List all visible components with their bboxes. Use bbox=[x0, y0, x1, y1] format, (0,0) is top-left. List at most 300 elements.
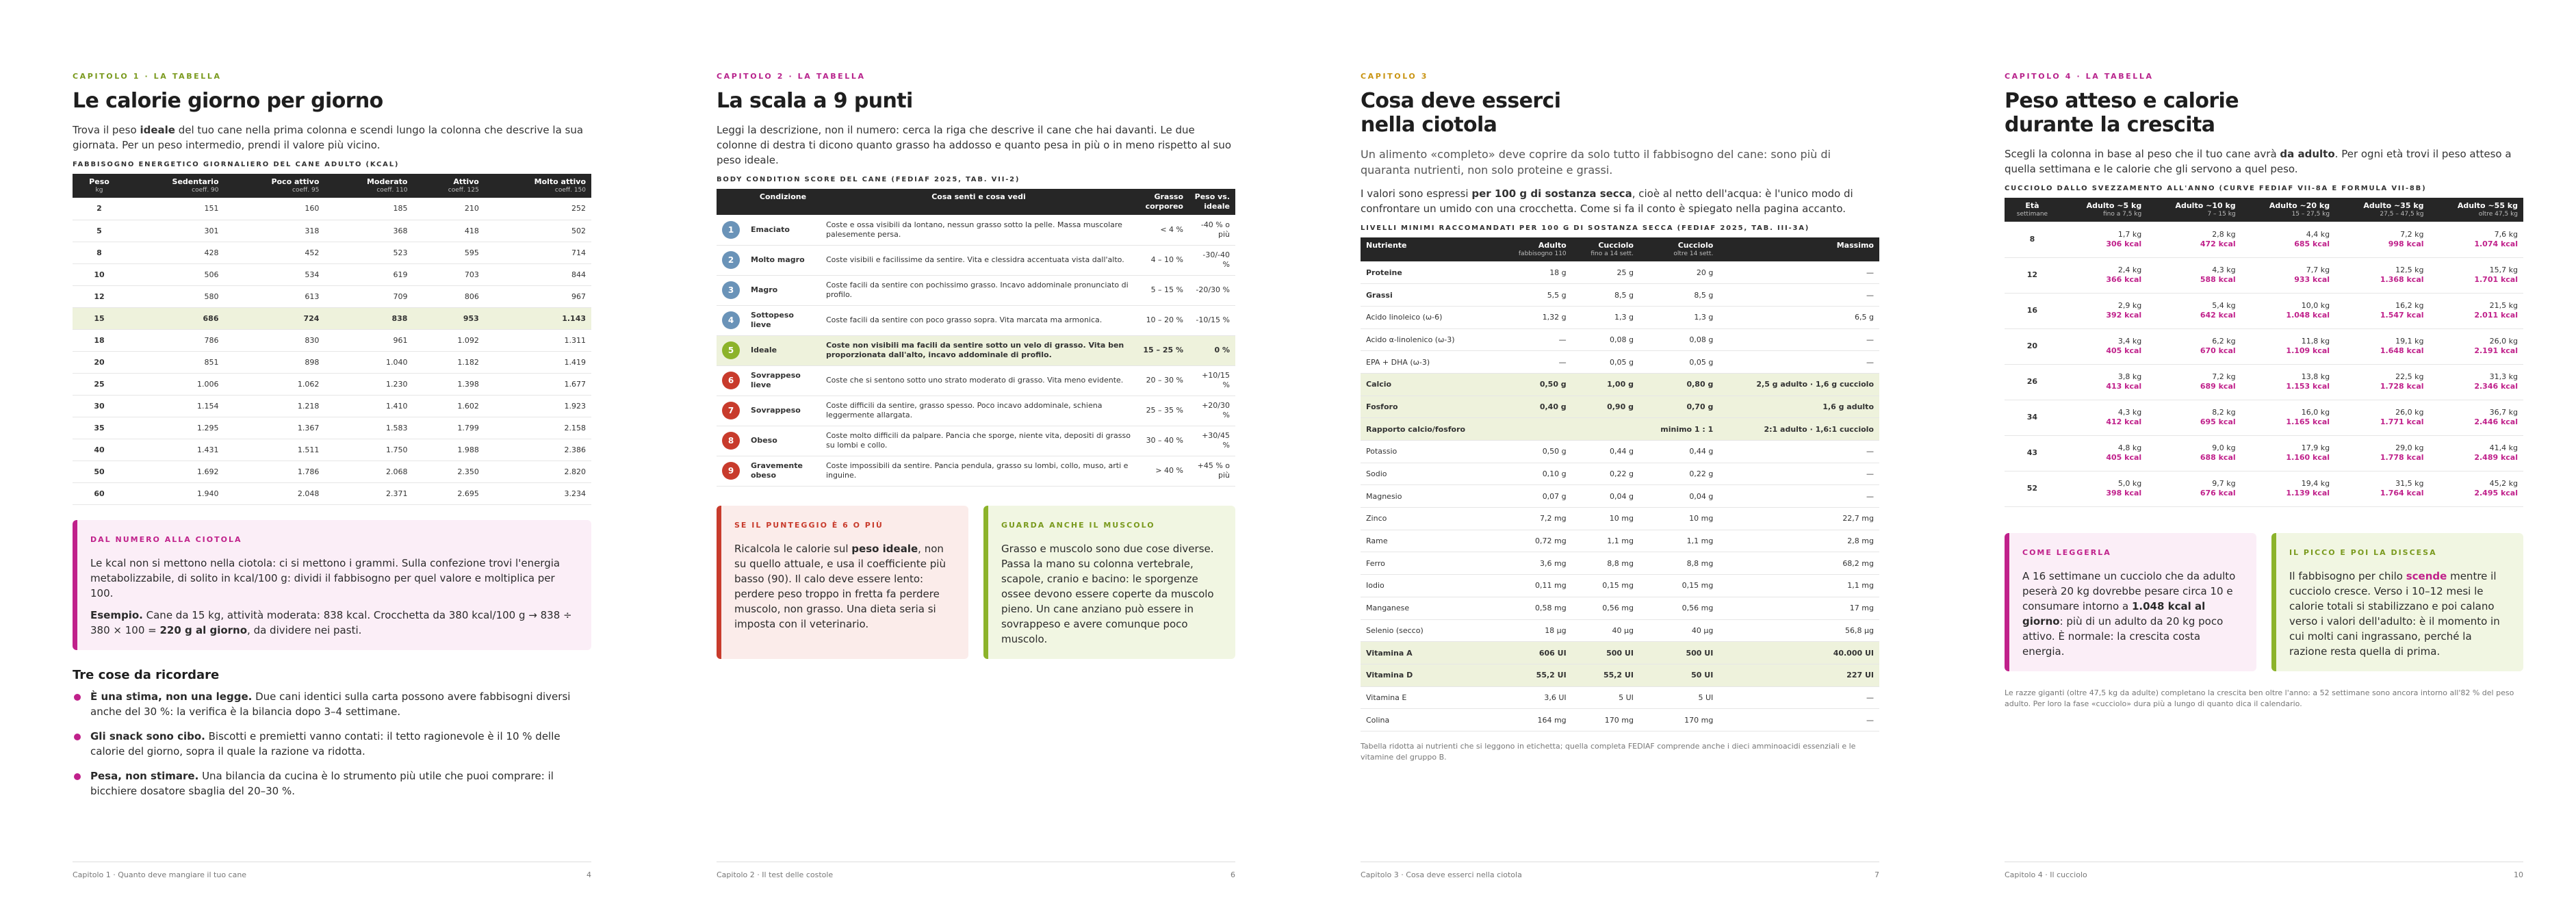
table-cell: 0,80 g bbox=[1639, 373, 1718, 396]
condition-cell: Gravemente obeso bbox=[745, 456, 821, 486]
fat-cell: 25 – 35 % bbox=[1137, 396, 1189, 426]
table-caption: CUCCIOLO DALLO SVEZZAMENTO ALL'ANNO (CURVE FEDIAF VII-8A E FORMULA VII-8B) bbox=[2005, 185, 2427, 192]
table-cell: 5,5 g bbox=[1498, 284, 1571, 307]
table-cell: — bbox=[1718, 709, 1879, 732]
box-example: Esempio. Cane da 15 kg, attività moderata: 838 kcal. Crocchetta da 380 kcal/100 g → 838 ÷ 380 × 100 = 220 g al giorno, da dividere nei pasti. bbox=[90, 608, 572, 636]
table-cell: Vitamina A bbox=[1361, 642, 1498, 664]
growth-cell bbox=[2241, 364, 2335, 400]
table-cell: 613 bbox=[224, 285, 325, 307]
column-header: Cucciolo oltre 14 sett. bbox=[1639, 237, 1718, 261]
table-cell: 3,6 UI bbox=[1498, 686, 1571, 709]
kcal-value: 472 kcal bbox=[2200, 239, 2236, 248]
weight-value: 16,0 kg bbox=[2301, 408, 2330, 417]
description-cell: Coste molto difficili da palpare. Pancia che sporge, niente vita, depositi di grasso su lombi e collo. bbox=[821, 426, 1137, 456]
table-cell: 8,8 mg bbox=[1639, 552, 1718, 575]
table-row bbox=[1361, 396, 1879, 418]
table-cell bbox=[1498, 418, 1571, 441]
growth-cell bbox=[2335, 435, 2429, 471]
page-footer: Capitolo 4 · Il cucciolo 10 bbox=[2005, 862, 2523, 879]
table-cell: 8,8 mg bbox=[1572, 552, 1639, 575]
table-cell: 0,56 mg bbox=[1639, 597, 1718, 619]
lead-paragraph-2: I valori sono espressi per 100 g di sostanza secca, cioè al netto dell'acqua: è l'unico modo di confrontare un umido con una crocchetta. Come si fa il conto è spiegato nella pagina accanto. bbox=[1361, 187, 1853, 215]
condition-cell: Emaciato bbox=[745, 215, 821, 245]
table-cell: 1.182 bbox=[413, 351, 484, 373]
fat-cell: 4 – 10 % bbox=[1137, 245, 1189, 275]
weight-cell: +45 % o più bbox=[1189, 456, 1235, 486]
column-header: Attivo coeff. 125 bbox=[413, 174, 484, 198]
weight-value: 7,7 kg bbox=[2306, 266, 2330, 274]
score-cell bbox=[717, 396, 745, 426]
table-cell: 500 UI bbox=[1572, 642, 1639, 664]
table-cell: 0,04 g bbox=[1572, 485, 1639, 508]
score-badge: 1 bbox=[722, 221, 740, 239]
table-cell: 686 bbox=[126, 307, 224, 329]
table-cell: 1.367 bbox=[224, 417, 325, 439]
table-cell: 1.677 bbox=[485, 373, 591, 395]
fat-cell: 15 – 25 % bbox=[1137, 335, 1189, 365]
list-title: Tre cose da ricordare bbox=[73, 667, 220, 682]
column-header: Adulto ~5 kg fino a 7,5 kg bbox=[2060, 198, 2147, 222]
description-cell: Coste che si sentono sotto uno strato moderato di grasso. Vita meno evidente. bbox=[821, 365, 1137, 396]
growth-cell bbox=[2241, 400, 2335, 435]
growth-cell bbox=[2060, 328, 2147, 364]
kcal-value: 1.648 kcal bbox=[2380, 346, 2424, 355]
table-cell: Acido linoleico (ω-6) bbox=[1361, 306, 1498, 328]
table-row bbox=[717, 245, 1235, 275]
list-item: È una stima, non una legge. Due cani identici sulla carta possono avere fabbisogni diversi anche del 30 %: la verifica è la bilancia dopo 3–4 settimane. bbox=[73, 689, 591, 719]
growth-cell bbox=[2335, 364, 2429, 400]
weight-cell: -40 % o più bbox=[1189, 215, 1235, 245]
table-cell: 1,1 mg bbox=[1718, 575, 1879, 597]
table-cell: 0,72 mg bbox=[1498, 530, 1571, 552]
page-title: Peso atteso e calorie durante la crescita bbox=[2005, 89, 2239, 137]
score-badge: 9 bbox=[722, 462, 740, 480]
column-header: Adulto ~35 kg 27,5 – 47,5 kg bbox=[2335, 198, 2429, 222]
table-cell: 15 bbox=[73, 307, 126, 329]
condition-cell: Magro bbox=[745, 275, 821, 305]
description-cell: Coste facili da sentire con poco grasso sopra. Vita marcata ma armonica. bbox=[821, 305, 1137, 335]
age-cell: 52 bbox=[2005, 471, 2060, 506]
kcal-value: 695 kcal bbox=[2200, 417, 2236, 426]
growth-cell bbox=[2060, 257, 2147, 293]
kcal-value: 306 kcal bbox=[2106, 239, 2142, 248]
kcal-value: 1.160 kcal bbox=[2286, 453, 2330, 462]
table-cell: 40.000 UI bbox=[1718, 642, 1879, 664]
table-row bbox=[1361, 530, 1879, 552]
table-cell: 368 bbox=[324, 220, 413, 242]
table-cell: 830 bbox=[224, 329, 325, 351]
table-row bbox=[1361, 261, 1879, 284]
table-cell: 1,3 g bbox=[1639, 306, 1718, 328]
score-cell bbox=[717, 305, 745, 335]
weight-value: 22,5 kg bbox=[2395, 372, 2424, 381]
table-row bbox=[717, 426, 1235, 456]
table-cell: 1.006 bbox=[126, 373, 224, 395]
weight-cell: 0 % bbox=[1189, 335, 1235, 365]
growth-cell bbox=[2147, 471, 2241, 506]
kcal-value: 676 kcal bbox=[2200, 489, 2236, 497]
column-header: Età settimane bbox=[2005, 198, 2060, 222]
table-cell: — bbox=[1498, 351, 1571, 374]
growth-cell bbox=[2060, 435, 2147, 471]
table-cell: 1,1 mg bbox=[1639, 530, 1718, 552]
info-box-score bbox=[717, 506, 968, 659]
table-cell: 1.311 bbox=[485, 329, 591, 351]
table-cell: 164 mg bbox=[1498, 709, 1571, 732]
condition-cell: Sottopeso lieve bbox=[745, 305, 821, 335]
table-cell: 1.583 bbox=[324, 417, 413, 439]
table-cell: 10 mg bbox=[1639, 508, 1718, 530]
table-cell: 844 bbox=[485, 263, 591, 285]
page-title: Le calorie giorno per giorno bbox=[73, 89, 383, 113]
table-cell: 0,05 g bbox=[1639, 351, 1718, 374]
table-cell: 5 UI bbox=[1639, 686, 1718, 709]
table-row bbox=[73, 373, 591, 395]
table-cell: Rapporto calcio/fosforo bbox=[1361, 418, 1498, 441]
growth-cell bbox=[2335, 222, 2429, 257]
column-header: Peso kg bbox=[73, 174, 126, 198]
table-cell: 252 bbox=[485, 198, 591, 220]
description-cell: Coste difficili da sentire, grasso spesso. Poco incavo addominale, schiena leggermente allargata. bbox=[821, 396, 1137, 426]
table-cell: 0,50 g bbox=[1498, 373, 1571, 396]
kcal-value: 405 kcal bbox=[2106, 453, 2142, 462]
table-caption: FABBISOGNO ENERGETICO GIORNALIERO DEL CANE ADULTO (KCAL) bbox=[73, 161, 400, 168]
box-text: Le kcal non si mettono nella ciotola: ci si mettono i grammi. Sulla confezione trovi l'energia metabolizzabile, di solito in kcal/100 g: dividi il fabbisogno per quel valore e moltiplica per 100. bbox=[90, 556, 561, 599]
table-row bbox=[2005, 435, 2523, 471]
table-row bbox=[1361, 508, 1879, 530]
table-cell: 0,10 g bbox=[1498, 463, 1571, 485]
table-cell: 1.218 bbox=[224, 395, 325, 417]
age-cell: 20 bbox=[2005, 328, 2060, 364]
table-cell: 724 bbox=[224, 307, 325, 329]
table-caption: BODY CONDITION SCORE DEL CANE (FEDIAF 2025, TAB. VII-2) bbox=[717, 176, 1020, 183]
column-header: Adulto ~10 kg 7 – 15 kg bbox=[2147, 198, 2241, 222]
kcal-value: 689 kcal bbox=[2200, 382, 2236, 391]
table-row bbox=[2005, 471, 2523, 506]
table-row bbox=[1361, 306, 1879, 328]
table-cell: Vitamina E bbox=[1361, 686, 1498, 709]
score-cell bbox=[717, 456, 745, 486]
table-row bbox=[73, 329, 591, 351]
box-title: DAL NUMERO ALLA CIOTOLA bbox=[90, 534, 242, 544]
weight-value: 12,5 kg bbox=[2395, 266, 2424, 274]
age-cell: 43 bbox=[2005, 435, 2060, 471]
kcal-value: 933 kcal bbox=[2294, 275, 2330, 284]
table-cell: Ferro bbox=[1361, 552, 1498, 575]
table-cell: 2.386 bbox=[485, 439, 591, 461]
table-cell: 2:1 adulto · 1,6:1 cucciolo bbox=[1718, 418, 1879, 441]
table-cell: 606 UI bbox=[1498, 642, 1571, 664]
kcal-value: 405 kcal bbox=[2106, 346, 2142, 355]
table-cell: 1.419 bbox=[485, 351, 591, 373]
score-cell bbox=[717, 426, 745, 456]
table-cell: 523 bbox=[324, 242, 413, 263]
kcal-value: 398 kcal bbox=[2106, 489, 2142, 497]
box-text: Grasso e muscolo sono due cose diverse. Passa la mano su colonna vertebrale, scapole, cranio e bacino: le sporgenze ossee devono essere coperte da muscolo pieno. Un cane anziano può essere in sovrappeso e avere comunque poco muscolo. bbox=[1001, 542, 1214, 645]
table-cell: Magnesio bbox=[1361, 485, 1498, 508]
condition-cell: Molto magro bbox=[745, 245, 821, 275]
table-cell: 0,90 g bbox=[1572, 396, 1639, 418]
table-caption: LIVELLI MINIMI RACCOMANDATI PER 100 G DI SOSTANZA SECCA (FEDIAF 2025, TAB. III-3A) bbox=[1361, 224, 1810, 232]
kcal-value: 1.368 kcal bbox=[2380, 275, 2424, 284]
weight-value: 2,8 kg bbox=[2212, 229, 2236, 239]
score-badge: 2 bbox=[722, 251, 740, 269]
description-cell: Coste e ossa visibili da lontano, nessun grasso sotto la pelle. Massa muscolare palesemente persa. bbox=[821, 215, 1137, 245]
table-cell: 151 bbox=[126, 198, 224, 220]
score-badge: 7 bbox=[722, 402, 740, 419]
table-cell: 2 bbox=[73, 198, 126, 220]
kcal-value: 1.074 kcal bbox=[2474, 239, 2518, 248]
table-cell: Sodio bbox=[1361, 463, 1498, 485]
kcal-value: 2.346 kcal bbox=[2474, 382, 2518, 391]
weight-value: 2,4 kg bbox=[2117, 266, 2142, 274]
table-cell bbox=[1572, 418, 1639, 441]
growth-cell bbox=[2430, 435, 2523, 471]
column-header: Sedentario coeff. 90 bbox=[126, 174, 224, 198]
table-cell: 1.692 bbox=[126, 461, 224, 482]
tips-list bbox=[73, 689, 591, 799]
weight-value: 15,7 kg bbox=[2489, 266, 2518, 274]
table-cell: 709 bbox=[324, 285, 413, 307]
column-header: Adulto ~55 kg oltre 47,5 kg bbox=[2430, 198, 2523, 222]
condition-cell: Sovrappeso lieve bbox=[745, 365, 821, 396]
table-cell: Potassio bbox=[1361, 441, 1498, 463]
table-cell: 3,6 mg bbox=[1498, 552, 1571, 575]
table-cell: 953 bbox=[413, 307, 484, 329]
table-row bbox=[1361, 463, 1879, 485]
table-cell: 619 bbox=[324, 263, 413, 285]
table-cell: Manganese bbox=[1361, 597, 1498, 619]
weight-cell: -10/15 % bbox=[1189, 305, 1235, 335]
table-cell: 806 bbox=[413, 285, 484, 307]
box-title: COME LEGGERLA bbox=[2022, 547, 2111, 557]
score-cell bbox=[717, 245, 745, 275]
table-cell: 1.230 bbox=[324, 373, 413, 395]
column-header: Adulto fabbisogno 110 bbox=[1498, 237, 1571, 261]
table-cell: 0,44 g bbox=[1572, 441, 1639, 463]
kcal-value: 412 kcal bbox=[2106, 417, 2142, 426]
table-cell: 0,08 g bbox=[1639, 328, 1718, 351]
table-cell: 1.511 bbox=[224, 439, 325, 461]
box-text: Il fabbisogno per chilo scende mentre il cucciolo cresce. Verso i 10–12 mesi le calorie totali si stabilizzano e poi calano verso i valori dell'adulto: è il momento in cui molti cani ingrassano, perché la razione resta quella di prima. bbox=[2289, 569, 2500, 658]
box-title: IL PICCO E POI LA DISCESA bbox=[2289, 547, 2437, 557]
table-cell: 580 bbox=[126, 285, 224, 307]
table-row bbox=[717, 275, 1235, 305]
table-cell: 20 bbox=[73, 351, 126, 373]
table-cell: 8 bbox=[73, 242, 126, 263]
description-cell: Coste visibili e facilissime da sentire. Vita e clessidra accentuata vista dall'alto. bbox=[821, 245, 1137, 275]
kcal-value: 2.446 kcal bbox=[2474, 417, 2518, 426]
table-cell: 40 bbox=[73, 439, 126, 461]
growth-cell bbox=[2430, 471, 2523, 506]
table-row bbox=[1361, 441, 1879, 463]
table-cell: 6,5 g bbox=[1718, 306, 1879, 328]
table-row bbox=[1361, 552, 1879, 575]
growth-cell bbox=[2241, 257, 2335, 293]
lead-paragraph: Leggi la descrizione, non il numero: cerca la riga che descrive il cane che hai davanti. Le due colonne di destra ti dicono quanto grasso ha addosso e quanto pesa in più o in meno rispetto al suo peso ideale. bbox=[717, 124, 1232, 166]
growth-cell bbox=[2241, 222, 2335, 257]
table-cell: 0,04 g bbox=[1639, 485, 1718, 508]
fat-cell: 10 – 20 % bbox=[1137, 305, 1189, 335]
growth-cell bbox=[2060, 400, 2147, 435]
table-cell: 5 bbox=[73, 220, 126, 242]
table-cell: 428 bbox=[126, 242, 224, 263]
score-cell bbox=[717, 365, 745, 396]
table-cell: 50 bbox=[73, 461, 126, 482]
table-cell: 18 g bbox=[1498, 261, 1571, 284]
weight-value: 10,0 kg bbox=[2301, 301, 2330, 310]
page-title: Cosa deve esserci nella ciotola bbox=[1361, 89, 1561, 137]
table-row bbox=[73, 263, 591, 285]
weight-value: 7,6 kg bbox=[2494, 229, 2518, 239]
kcal-value: 1.165 kcal bbox=[2286, 417, 2330, 426]
table-cell: Fosforo bbox=[1361, 396, 1498, 418]
box-title: GUARDA ANCHE IL MUSCOLO bbox=[1001, 520, 1155, 530]
kcal-value: 670 kcal bbox=[2200, 346, 2236, 355]
table-row bbox=[1361, 709, 1879, 732]
table-cell: 25 bbox=[73, 373, 126, 395]
kcal-value: 588 kcal bbox=[2200, 275, 2236, 284]
weight-value: 9,7 kg bbox=[2212, 479, 2236, 488]
table-cell: Acido α-linolenico (ω-3) bbox=[1361, 328, 1498, 351]
table-cell: 0,40 g bbox=[1498, 396, 1571, 418]
table-cell: Rame bbox=[1361, 530, 1498, 552]
energy-table bbox=[73, 174, 591, 505]
table-cell: 534 bbox=[224, 263, 325, 285]
table-cell: 1.799 bbox=[413, 417, 484, 439]
table-cell: — bbox=[1718, 328, 1879, 351]
kcal-value: 413 kcal bbox=[2106, 382, 2142, 391]
score-cell bbox=[717, 275, 745, 305]
table-cell: 10 mg bbox=[1572, 508, 1639, 530]
weight-value: 29,0 kg bbox=[2395, 443, 2424, 452]
age-cell: 26 bbox=[2005, 364, 2060, 400]
table-row bbox=[1361, 373, 1879, 396]
growth-cell bbox=[2430, 257, 2523, 293]
table-row bbox=[1361, 418, 1879, 441]
page-footer: Capitolo 1 · Quanto deve mangiare il tuo cane 4 bbox=[73, 862, 591, 879]
growth-cell bbox=[2335, 400, 2429, 435]
weight-value: 5,0 kg bbox=[2117, 479, 2142, 488]
table-row bbox=[2005, 257, 2523, 293]
table-cell: 8,5 g bbox=[1572, 284, 1639, 307]
growth-cell bbox=[2060, 293, 2147, 328]
kcal-value: 2.495 kcal bbox=[2474, 489, 2518, 497]
table-cell: 2,5 g adulto · 1,6 g cucciolo bbox=[1718, 373, 1879, 396]
table-cell: 8,5 g bbox=[1639, 284, 1718, 307]
table-cell: 30 bbox=[73, 395, 126, 417]
table-cell: 2.371 bbox=[324, 482, 413, 504]
table-cell: 2,8 mg bbox=[1718, 530, 1879, 552]
weight-value: 19,1 kg bbox=[2395, 337, 2424, 346]
table-row bbox=[2005, 400, 2523, 435]
page-chapter-2 bbox=[644, 0, 1288, 919]
kcal-value: 1.153 kcal bbox=[2286, 382, 2330, 391]
kcal-value: 685 kcal bbox=[2294, 239, 2330, 248]
info-box-bowl bbox=[73, 520, 591, 650]
kcal-value: 1.547 kcal bbox=[2380, 311, 2424, 320]
growth-cell bbox=[2430, 293, 2523, 328]
table-cell: — bbox=[1718, 351, 1879, 374]
table-cell: 0,58 mg bbox=[1498, 597, 1571, 619]
table-cell: Grassi bbox=[1361, 284, 1498, 307]
table-cell: 2.068 bbox=[324, 461, 413, 482]
page-footer: Capitolo 2 · Il test delle costole 6 bbox=[717, 862, 1235, 879]
weight-cell: +20/30 % bbox=[1189, 396, 1235, 426]
table-row bbox=[73, 285, 591, 307]
list-item: Gli snack sono cibo. Biscotti e premietti vanno contati: il tetto ragionevole è il 10 % delle calorie del giorno, sopra il quale la razione va ridotta. bbox=[73, 729, 591, 759]
table-cell: 160 bbox=[224, 198, 325, 220]
weight-value: 4,3 kg bbox=[2212, 266, 2236, 274]
table-cell: 452 bbox=[224, 242, 325, 263]
weight-value: 45,2 kg bbox=[2489, 479, 2518, 488]
table-row bbox=[2005, 293, 2523, 328]
growth-cell bbox=[2241, 293, 2335, 328]
table-cell: 50 UI bbox=[1639, 664, 1718, 686]
table-cell: 20 g bbox=[1639, 261, 1718, 284]
growth-cell bbox=[2430, 222, 2523, 257]
table-cell: 18 bbox=[73, 329, 126, 351]
table-cell: 0,22 g bbox=[1572, 463, 1639, 485]
growth-cell bbox=[2147, 400, 2241, 435]
table-cell: 301 bbox=[126, 220, 224, 242]
weight-cell: +30/45 % bbox=[1189, 426, 1235, 456]
table-cell: 0,15 mg bbox=[1639, 575, 1718, 597]
weight-value: 11,8 kg bbox=[2301, 337, 2330, 346]
table-row bbox=[1361, 642, 1879, 664]
table-cell: 170 mg bbox=[1639, 709, 1718, 732]
table-cell: 25 g bbox=[1572, 261, 1639, 284]
kcal-value: 1.109 kcal bbox=[2286, 346, 2330, 355]
table-row bbox=[73, 198, 591, 220]
kcal-value: 1.778 kcal bbox=[2380, 453, 2424, 462]
table-cell: minimo 1 : 1 bbox=[1639, 418, 1718, 441]
table-cell: 17 mg bbox=[1718, 597, 1879, 619]
table-row bbox=[1361, 597, 1879, 619]
table-cell: 898 bbox=[224, 351, 325, 373]
kcal-value: 392 kcal bbox=[2106, 311, 2142, 320]
table-row bbox=[717, 305, 1235, 335]
weight-value: 4,8 kg bbox=[2117, 443, 2142, 452]
table-cell: 1,3 g bbox=[1572, 306, 1639, 328]
weight-value: 7,2 kg bbox=[2212, 372, 2236, 381]
table-cell: 0,56 mg bbox=[1572, 597, 1639, 619]
column-header: Adulto ~20 kg 15 – 27,5 kg bbox=[2241, 198, 2335, 222]
table-row bbox=[1361, 575, 1879, 597]
nutrients-table bbox=[1361, 237, 1879, 732]
weight-value: 3,8 kg bbox=[2117, 372, 2142, 381]
page-title: La scala a 9 punti bbox=[717, 89, 913, 113]
fat-cell: 5 – 15 % bbox=[1137, 275, 1189, 305]
growth-cell bbox=[2147, 222, 2241, 257]
table-cell: 595 bbox=[413, 242, 484, 263]
weight-value: 1,7 kg bbox=[2117, 229, 2142, 239]
bcs-table: Condizione Cosa senti e cosa vedi Grasso corporeo Peso vs. ideale 1 Emaciato Coste e ossa visibili da lontano, nessun grasso sotto la pelle. Massa muscolare palesemente persa. < 4 % -40 % o più 2 Molto magro Coste visibili e facilissime da sentire. Vita e clessidra accentuata vista dall'alto. 4 – 10 % -30/-40 % 3 Magro Coste facili da sentire con pochissimo grasso. Incavo addominale pronunciato di profilo. 5 – 15 % -20/30 % 4 Sottopeso lieve Coste facili da sentire con poco grasso sopra. Vita marcata ma armonica. 10 – 20 % -10/15 % 5 Ideale Coste non visibili ma facili da sentire sotto un velo di grasso. Vita ben proporzionata dall'alto, incavo addominale di profilo. 15 – 25 % 0 % 6 Sovrappeso lieve Coste che si sentono sotto uno strato moderato di grasso. Vita meno evidente. 20 – 30 % +10/15 % 7 Sovrappeso Coste difficili da sentire, grasso spesso. Poco incavo addominale, schiena leggermente allargata. 25 – 35 % +20/30 % 8 Obeso Coste molto difficili da palpare. Pancia che sporge, niente vita, depositi di grasso su lombi e collo. 30 – 40 % +30/45 % 9 Gravemente obeso Coste impossibili da sentire. Pancia pendula, grasso su lombi, collo, muso, arti e inguine. > 40 % +45 % o più bbox=[717, 189, 1235, 487]
table-cell: 60 bbox=[73, 482, 126, 504]
table-cell: 1.988 bbox=[413, 439, 484, 461]
growth-cell bbox=[2430, 400, 2523, 435]
kcal-value: 688 kcal bbox=[2200, 453, 2236, 462]
table-cell: Colina bbox=[1361, 709, 1498, 732]
weight-cell: +10/15 % bbox=[1189, 365, 1235, 396]
table-row bbox=[1361, 284, 1879, 307]
info-box-howto bbox=[2005, 533, 2256, 671]
weight-value: 31,5 kg bbox=[2395, 479, 2424, 488]
condition-cell: Ideale bbox=[745, 335, 821, 365]
growth-cell bbox=[2147, 257, 2241, 293]
table-cell: 227 UI bbox=[1718, 664, 1879, 686]
growth-cell bbox=[2060, 471, 2147, 506]
